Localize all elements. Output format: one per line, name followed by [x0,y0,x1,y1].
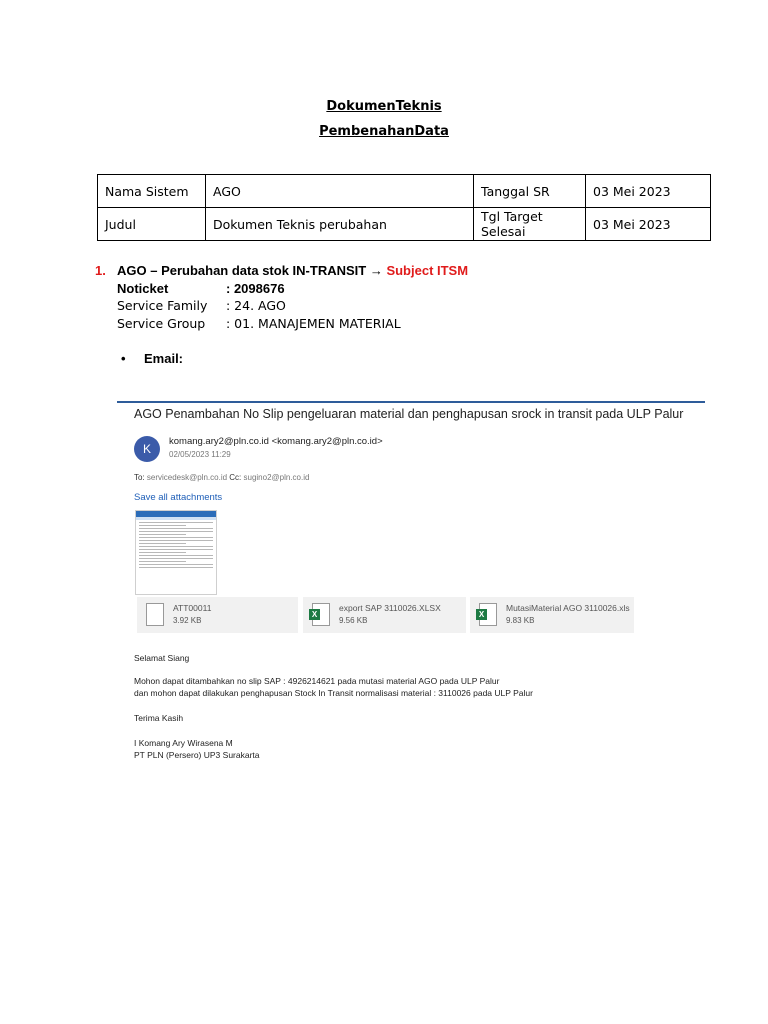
email-bullet [121,351,183,366]
item-subject: Subject ITSM [382,263,469,278]
noticket-label: Noticket [117,281,169,296]
service-group-value: : 01. MANAJEMEN MATERIAL [226,316,401,331]
attachment-size: 3.92 KB [173,616,202,625]
spreadsheet-thumbnail[interactable] [135,510,217,595]
attachment-name: MutasiMaterial AGO 3110026.xls [506,603,630,613]
email-divider [117,401,705,403]
service-family-row [117,298,286,313]
service-group-row [117,316,401,331]
signature-org: PT PLN (Persero) UP3 Surakarta [134,750,260,760]
attachment-size: 9.56 KB [339,616,368,625]
attachment-export-sap[interactable] [303,597,466,633]
attachment-name: export SAP 3110026.XLSX [339,603,441,613]
item-number: 1. [95,263,106,278]
item-heading [95,263,468,278]
email-sender: komang.ary2@pln.co.id <komang.ary2@pln.co.id> [169,436,383,447]
nama-sistem-label: Nama Sistem [98,175,206,208]
attachment-name: ATT00011 [173,603,212,613]
tanggal-sr-label: Tanggal SR [474,175,586,208]
noticket-row [117,281,285,296]
noticket-value: : 2098676 [226,281,285,296]
attachment-size: 9.83 KB [506,616,535,625]
service-family-label: Service Family [117,298,208,313]
meta-table [97,174,711,241]
excel-icon: X [312,603,330,626]
service-group-label: Service Group [117,316,206,331]
email-subject: AGO Penambahan No Slip pengeluaran material dan penghapusan srock in transit pada ULP Palur [134,407,684,421]
attachment-mutasi-material[interactable] [470,597,634,633]
bullet-icon: • [121,351,126,366]
to-label: To: [134,473,145,482]
to-value: servicedesk@pln.co.id [144,473,230,482]
email-date: 02/05/2023 11:29 [169,450,231,459]
email-body-line: dan mohon dapat dilakukan penghapusan Stock In Transit normalisasi material : 3110026 pada ULP Palur [134,688,533,698]
table-row [98,175,711,208]
table-row [98,208,711,241]
excel-icon: X [479,603,497,626]
email-greeting: Selamat Siang [134,653,190,663]
service-family-value: : 24. AGO [226,298,286,313]
tgl-target-value: 03 Mei 2023 [586,208,711,241]
avatar: K [134,436,160,462]
save-all-attachments-link[interactable]: Save all attachments [134,492,223,503]
cc-value: sugino2@pln.co.id [241,473,310,482]
tanggal-sr-value: 03 Mei 2023 [586,175,711,208]
attachment-att00011[interactable] [137,597,298,633]
doc-icon [146,603,164,626]
email-thanks: Terima Kasih [134,713,184,723]
judul-label: Judul [98,208,206,241]
judul-value: Dokumen Teknis perubahan [206,208,474,241]
item-heading-text: AGO – Perubahan data stok IN-TRANSIT [117,263,370,278]
signature-name: I Komang Ary Wirasena M [134,738,233,748]
email-label: Email: [144,351,184,366]
email-recipients [134,473,309,482]
email-body-line: Mohon dapat ditambahkan no slip SAP : 4926214621 pada mutasi material AGO pada ULP Palur [134,676,500,686]
doc-subtitle: PembenahanData [319,124,449,139]
nama-sistem-value: AGO [206,175,474,208]
arrow-right-icon: → [369,263,383,278]
doc-title: DokumenTeknis [326,99,442,114]
tgl-target-label: Tgl Target Selesai [474,208,586,241]
cc-label: Cc: [229,473,242,482]
